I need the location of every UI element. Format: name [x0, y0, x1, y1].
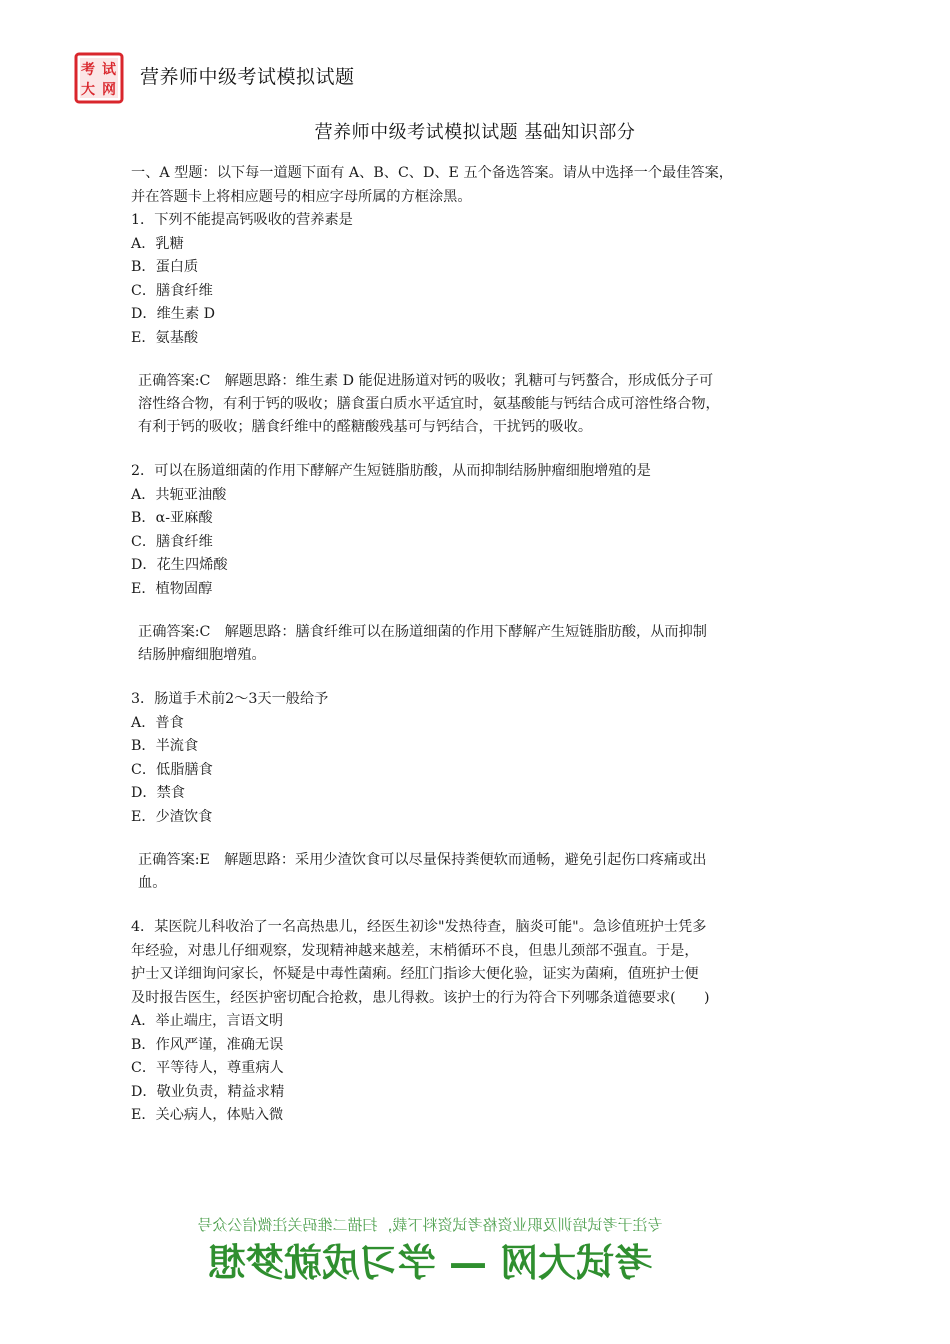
- question-stem: 3．肠道手术前2～3天一般给予: [131, 691, 329, 707]
- svg-text:专注于考试培训及职业资格考试资料下载，扫描二维码关注微信公众: 专注于考试培训及职业资格考试资料下载，扫描二维码关注微信公众号: [197, 1216, 663, 1234]
- question-stem: 年经验，对患儿仔细观察，发现精神越来越差，末梢循环不良，但患儿颈部不强直。于是，: [131, 942, 699, 959]
- answer-explanation: [131, 621, 781, 667]
- header-site-title: 营养师中级考试模拟试题: [140, 66, 355, 88]
- answer-option: D．维生素 D: [131, 306, 216, 322]
- answer-option: C．膳食纤维: [131, 533, 213, 550]
- answer-option: A．普食: [131, 714, 184, 731]
- section-intro: [131, 162, 781, 209]
- svg-text:大: 大: [81, 82, 95, 98]
- answer-option: D．花生四烯酸: [131, 557, 228, 573]
- answer-line: 正确答案:C 解题思路：维生素 D 能促进肠道对钙的吸收；乳糖可与钙螯合，形成低分子可: [138, 373, 714, 389]
- answer-option: D．禁食: [131, 785, 185, 801]
- svg-text:网: 网: [102, 82, 116, 98]
- intro-line: 并在答题卡上将相应题号的相应字母所属的方框涂黑。: [131, 188, 472, 205]
- answer-option: B．蛋白质: [131, 259, 199, 275]
- answer-option: A．共轭亚油酸: [131, 486, 227, 503]
- question-stem: 及时报告医生，经医护密切配合抢救，患儿得救。该护士的行为符合下列哪条道德要求( ): [131, 989, 710, 1006]
- question-1: [131, 209, 781, 350]
- answer-line: 正确答案:E 解题思路：采用少渣饮食可以尽量保持粪便软而通畅，避免引起伤口疼痛或出: [138, 852, 707, 868]
- answer-option: C．膳食纤维: [131, 282, 213, 299]
- question-stem: 2．可以在肠道细菌的作用下酵解产生短链脂肪酸，从而抑制结肠肿瘤细胞增殖的是: [131, 463, 651, 479]
- question-stem: 1．下列不能提高钙吸收的营养素是: [131, 212, 353, 228]
- answer-line: 正确答案:C 解题思路：膳食纤维可以在肠道细菌的作用下酵解产生短链脂肪酸，从而抑制: [138, 624, 707, 640]
- answer-option: E．关心病人，体贴入微: [131, 1107, 284, 1123]
- svg-text:考试大网 — 学习成就梦想: 考试大网 — 学习成就梦想: [207, 1241, 653, 1285]
- answer-option: A．举止端庄，言语文明: [131, 1013, 284, 1029]
- answer-option: B．作风严谨，准确无误: [131, 1036, 284, 1053]
- answer-option: E．少渣饮食: [131, 808, 213, 825]
- answer-option: D．敬业负责，精益求精: [131, 1083, 285, 1100]
- question-4: [131, 916, 781, 1128]
- svg-text:考: 考: [81, 62, 95, 78]
- answer-option: E．氨基酸: [131, 329, 199, 346]
- answer-option: C．平等待人，尊重病人: [131, 1060, 284, 1076]
- answer-option: A．乳糖: [131, 235, 184, 252]
- document-title: 营养师中级考试模拟试题 基础知识部分: [314, 122, 636, 143]
- footer-watermark: [130, 1208, 730, 1298]
- answer-option: B．半流食: [131, 738, 199, 754]
- document-body: [131, 162, 781, 1148]
- answer-line: 血。: [138, 875, 167, 891]
- question-2: [131, 460, 781, 601]
- question-stem: 4．某医院儿科收治了一名高热患儿，经医生初诊"发热待查，脑炎可能"。急诊值班护士凭多: [131, 919, 707, 935]
- question-stem: 护士又详细询问家长，怀疑是中毒性菌痢。经肛门指诊大便化验，证实为菌痢，值班护士便: [131, 966, 699, 982]
- site-logo-stamp: [74, 52, 124, 104]
- answer-explanation: [131, 370, 781, 439]
- intro-line: 一、A 型题：以下每一道题下面有 A、B、C、D、E 五个备选答案。请从中选择一个最佳答案，: [131, 165, 733, 181]
- answer-option: E．植物固醇: [131, 580, 213, 597]
- question-3: [131, 688, 781, 829]
- answer-explanation: [131, 849, 781, 895]
- svg-text:试: 试: [102, 62, 116, 78]
- answer-option: C．低脂膳食: [131, 761, 213, 778]
- answer-line: 有利于钙的吸收；膳食纤维中的醛糖酸残基可与钙结合，干扰钙的吸收。: [138, 419, 593, 435]
- answer-option: B．α-亚麻酸: [131, 510, 213, 526]
- answer-line: 溶性络合物，有利于钙的吸收；膳食蛋白质水平适宜时，氨基酸能与钙结合成可溶性络合物，: [138, 396, 720, 412]
- answer-line: 结肠肿瘤细胞增殖。: [138, 647, 266, 663]
